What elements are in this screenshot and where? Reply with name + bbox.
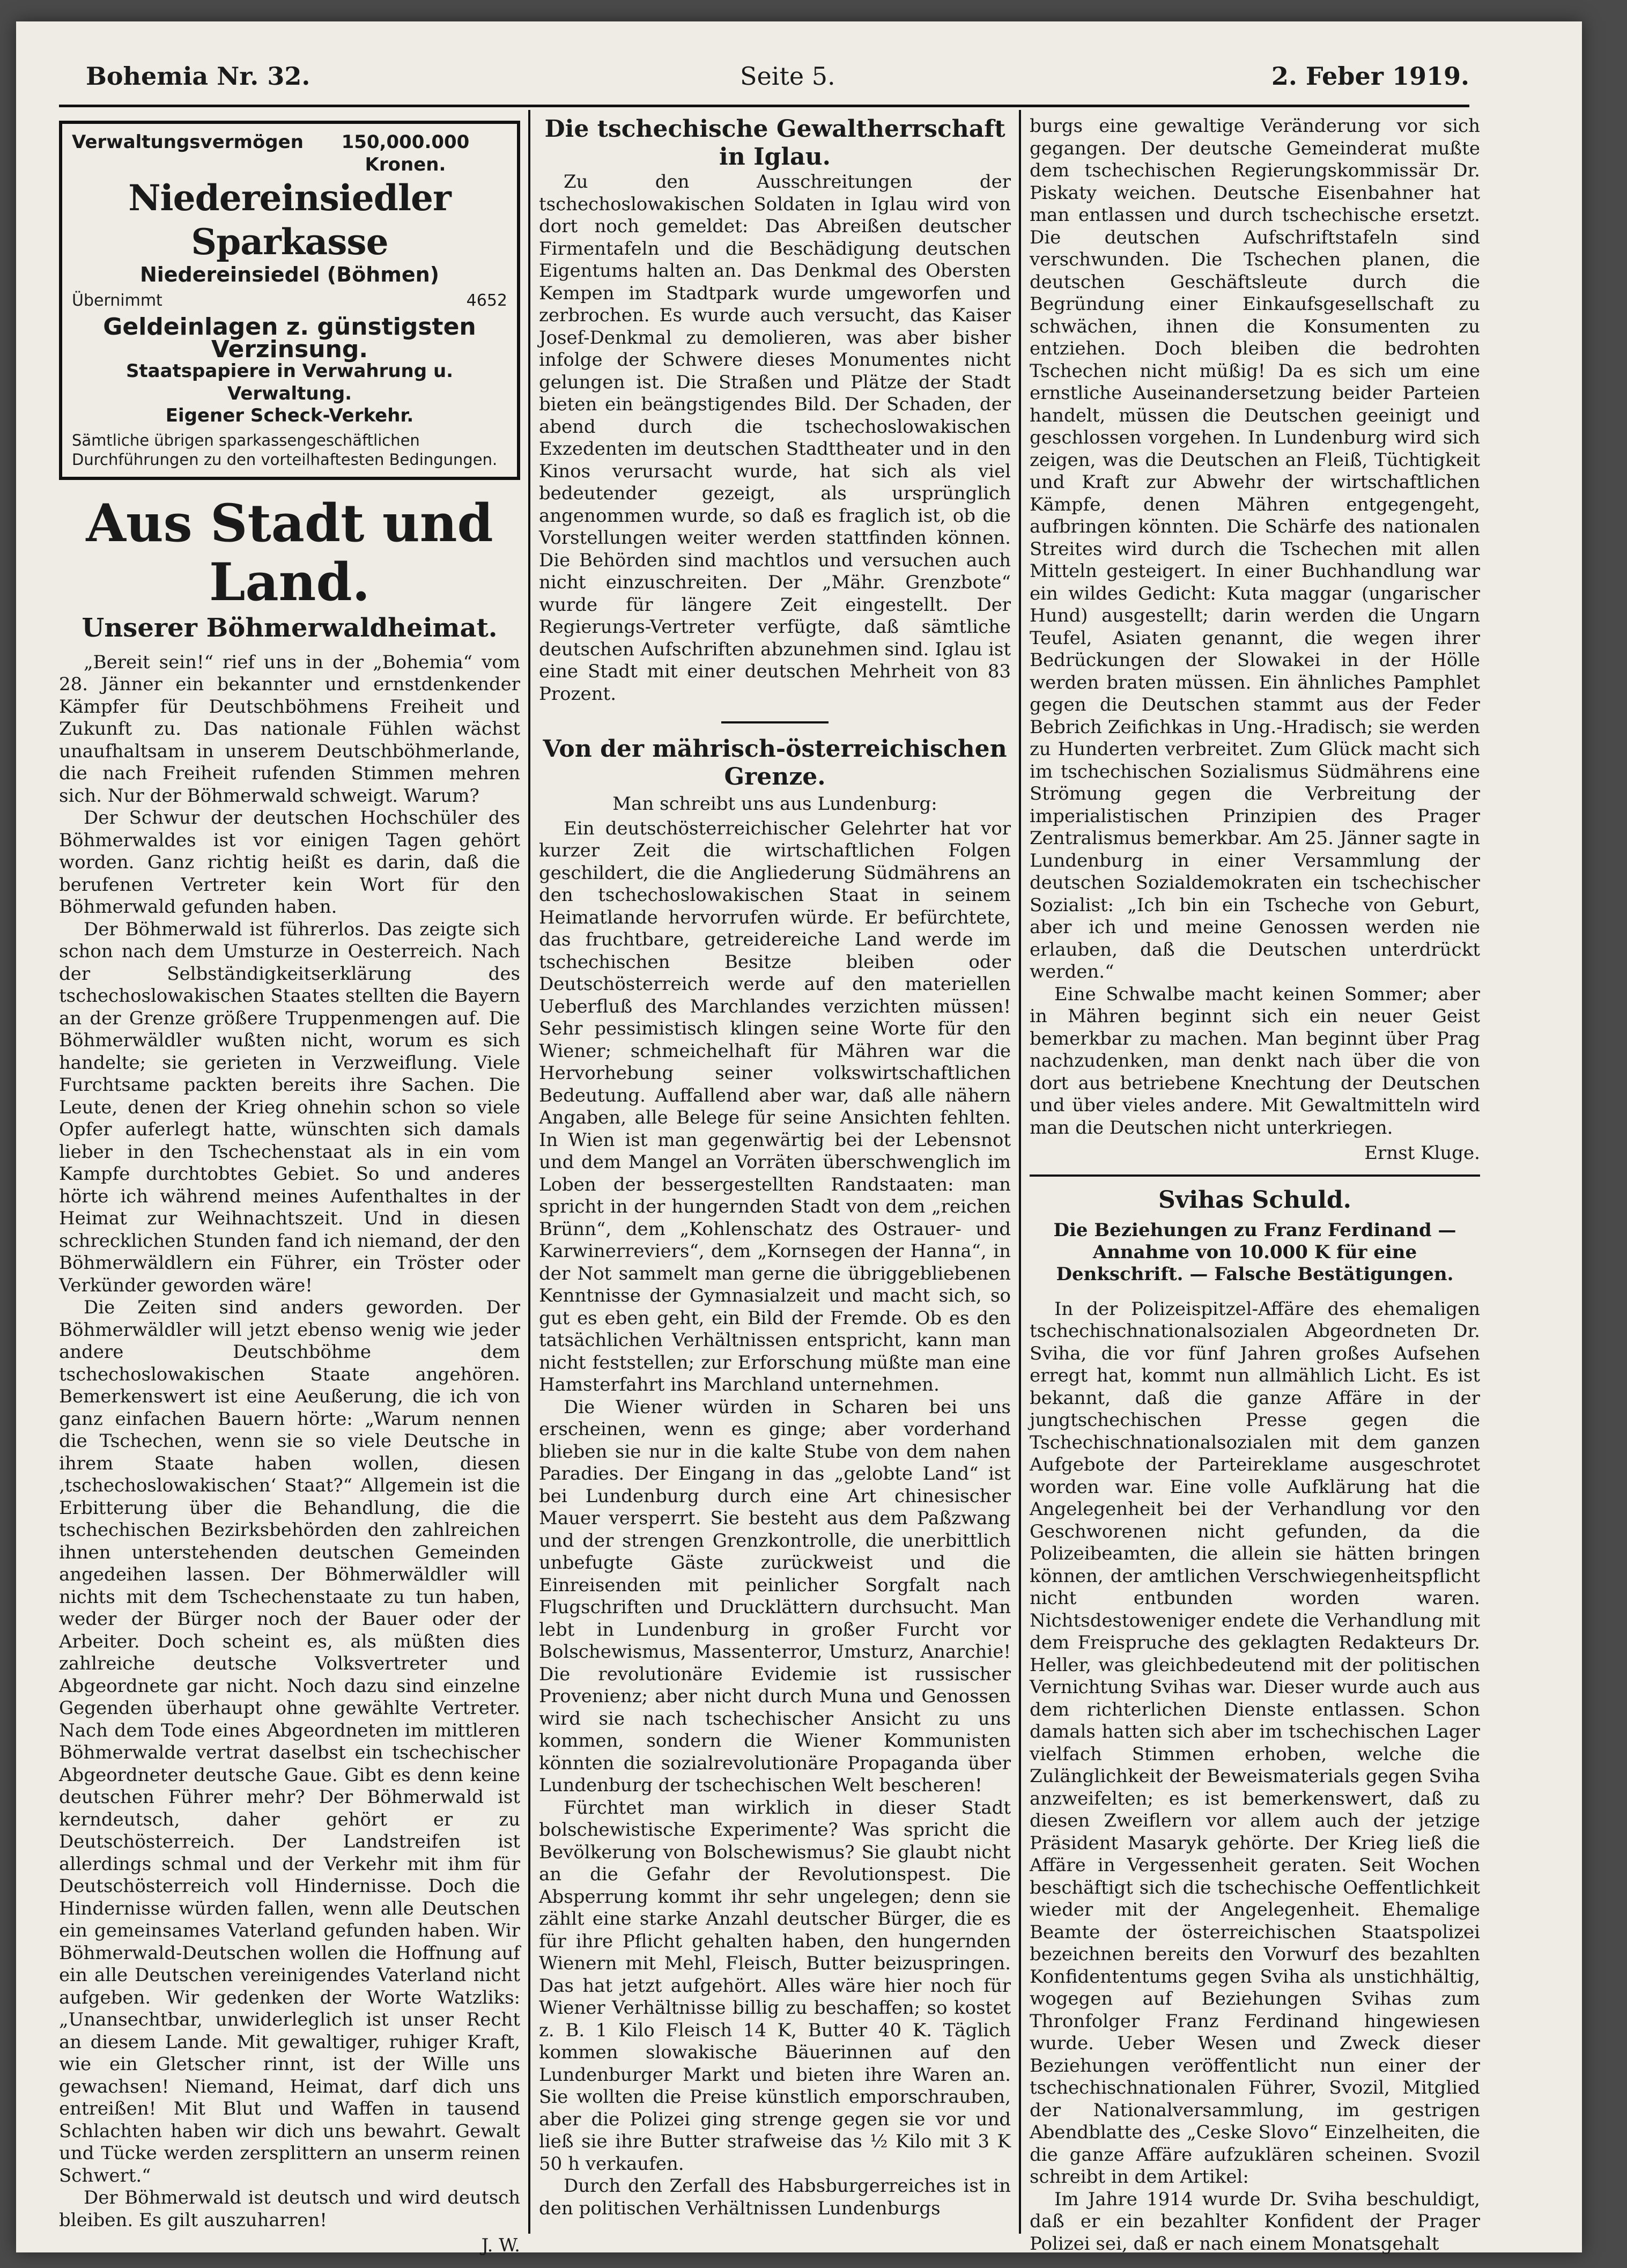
article-byline: Man schreibt uns aus Lundenburg:: [612, 793, 937, 815]
article-paragraph: „Bereit sein!“ rief uns in der „Bohemia“ vom 28. Jänner ein bekannter und ernstdenkender Kämpfer für Deutschböhmens Freiheit und Zukunft zu. Das nationale Fühlen wächst unaufhaltsam in unserem Deutschböhmerlande, die nach Freiheit rufenden Stimmen mehren sich. Nur der Böhmerwald schweigt. Warum?: [59, 651, 520, 807]
header-date: 2. Feber 1919.: [1271, 62, 1469, 91]
article-author: J. W.: [481, 2235, 520, 2256]
savings-bank-advert: [59, 121, 520, 480]
advert-accepts-line: [72, 290, 507, 312]
advert-services: Sämtliche übrigen sparkassengeschäftlichen Durchführungen zu den vorteilhaftesten Bedingungen.: [72, 431, 498, 469]
article-title-boehmerwald: Unserer Böhmerwaldheimat.: [82, 612, 498, 643]
advert-code: 4652: [466, 291, 507, 310]
article-paragraph: Der Schwur der deutschen Hochschüler des Böhmerwaldes ist vor einigen Tagen gehört worden. Ganz richtig heißt es darin, daß die berufenen Vertreter kein Wort für den Böhmerwald gefunden haben.: [59, 807, 520, 918]
advert-cheque: Eigener Scheck-Verkehr.: [165, 405, 414, 426]
column-3: [1030, 115, 1480, 2255]
article-paragraph: Der Böhmerwald ist führerlos. Das zeigte sich schon nach dem Umsturze in Oesterreich. Nach der Selbständigkeitserklärung des tschechoslowakischen Staates stellten die Bayern an der Grenze größere Truppenmengen auf. Die Böhmerwäldler wußten nicht, worum es sich handelte; sie gerieten in Verzweiflung. Viele Furchtsame packten bereits ihre Sachen. Die Leute, denen der Krieg ohnehin schon so viele Opfer auferlegt hatte, wünschten sich damals lieber in den Tschechenstaat als in ein vom Kampfe durchtobtes Gebiet. So und anderes hörte ich während meines Aufenthaltes in der Heimat zur Weihnachtszeit. Und in diesen schrecklichen Stunden fand ich niemand, der den Böhmerwäldlern ein Führer, ein Tröster oder Verkünder geworden wäre!: [59, 918, 520, 1296]
article-paragraph: Eine Schwalbe macht keinen Sommer; aber in Mähren beginnt sich ein neuer Geist bemerkbar zu machen. Man beginnt über Prag nachzudenken, man denkt nach über die von dort aus betriebene Knechtung der Deutschen und über vieles andere. Mit Gewaltmitteln wird man die Deutschen nicht unterkriegen.: [1030, 983, 1480, 1139]
page-header: [59, 46, 1469, 105]
header-page-number: Seite 5.: [740, 62, 835, 91]
article-paragraph: Die Zeiten sind anders geworden. Der Böhmerwäldler will jetzt ebenso wenig wie jeder andere Deutschböhme dem tschechoslowakischen Staate angehören. Bemerkenswert ist eine Aeußerung, die ich von ganz einfachen Bauern hörte: „Warum nennen die Tschechen, wenn sie so viele Deutsche in ihrem Staate haben wollen, diesen ‚tschechoslowakischen‘ Staat?“ Allgemein ist die Erbitterung über die Behandlung, die die tschechischen Bezirksbehörden den zahlreichen ihnen unterstehenden deutschen Gemeinden angedeihen lassen. Der Böhmerwäldler will nichts mit dem Tschechenstaate zu tun haben, weder der Bürger noch der Bauer oder der Arbeiter. Doch scheint es, als müßten dies zahlreiche deutsche Volksvertreter und Abgeordnete gar nicht. Noch dazu sind einzelne Gegenden überhaupt ohne gewählte Vertreter. Nach dem Tode eines Abgeordneten im mittleren Böhmerwalde vertrat daselbst ein tschechischer Abgeordneter deutsche Gaue. Gibt es denn keine deutschen Führer mehr? Der Böhmerwald ist kerndeutsch, daher gehört er zu Deutschösterreich. Der Landstreifen ist allerdings schmal und der Verkehr mit ihm für Deutschösterreich voll Hindernisse. Doch die Hindernisse würden fallen, wenn alle Deutschen ein gemeinsames Vaterland gefunden haben. Wir Böhmerwald-Deutschen wollen die Hoffnung auf ein alle Deutschen vereinigendes Vaterland nicht aufgeben. Wir gedenken der Worte Watzliks: „Unansechtbar, unwiderleglich ist unser Recht an diesem Lande. Mit gewaltiger, ruhiger Kraft, wie ein Gletscher rinnt, ist der Wille uns gewachsen! Niemand, Heimat, darf dich uns entreißen! Mit Blut und Waffen in tausend Schlachten haben wir dich uns bewahrt. Gewalt und Tücke werden zersplittern an unserm reinen Schwert.“: [59, 1297, 520, 2186]
advert-bank-name: Niedereinsiedler Sparkasse: [128, 177, 451, 263]
article-paragraph: Im Jahre 1914 wurde Dr. Sviha beschuldigt, daß er ein bezahlter Konfident der Prager Polizei sei, daß er nach einem Monatsgehalt: [1030, 2188, 1480, 2255]
header-issue: Bohemia Nr. 32.: [86, 62, 310, 91]
advert-assets-line: [72, 131, 507, 176]
column-1: [59, 115, 520, 2257]
article-separator: [721, 721, 829, 723]
article-title-grenze: Von der mährisch-österreichischen Grenze.: [543, 735, 1007, 791]
column-2: [539, 115, 1011, 2220]
article-paragraph: Der Böhmerwald ist deutsch und wird deutsch bleiben. Es gilt auszuharren!: [59, 2187, 520, 2231]
header-rule: [59, 105, 1469, 107]
article-paragraph: In der Polizeispitzel-Affäre des ehemaligen tschechischnationalsozialen Abgeordneten Dr. Sviha, die vor fünf Jahren großes Aufsehen erregt hat, kommt nun allmählich Licht. Es ist bekannt, daß die ganze Affäre in der jungtschechischen Presse gegen die Tschechischnationalsozialen mit dem ganzen Aufgebote der Parteireklame ausgeschrotet worden war. Eine volle Aufklärung hat die Angelegenheit bei der Verhandlung vor den Geschworenen nicht gefunden, da die Polizeibeamten, die allein sie hätten bringen können, der amtlichen Verschwiegenheitspflicht nicht entbunden worden waren. Nichtsdestoweniger endete die Verhandlung mit dem Freispruche des geklagten Redakteurs Dr. Heller, was gleichbedeutend mit der politischen Vernichtung Svihas war. Dieser wurde auch aus dem richterlichen Dienste entlassen. Schon damals hatten sich aber im tschechischen Lager vielfach Stimmen erhoben, welche die Zulänglichkeit der Beweismaterials gegen Sviha anzweifelten; es ist bemerkenswert, daß zu diesen Zweiflern vor allem auch der jetzige Präsident Masaryk gehörte. Der Krieg ließ die Affäre in Vergessenheit geraten. Seit Wochen beschäftigt sich die tschechische Oeffentlichkeit wieder mit der Angelegenheit. Ehemalige Beamte der österreichischen Staatspolizei bezeichnen bereits den Vorwurf des bezahlten Konfidententums gegen Sviha als unstichhältig, wogegen auf Beziehungen Svihas zum Thronfolger Franz Ferdinand hingewiesen wurde. Ueber Wesen und Zweck dieser Beziehungen veröffentlicht nun einer der tschechischnationalen Führer, Svozil, Mitglied der Nationalversammlung, im gestrigen Abendblatte des „Ceske Slovo“ Einzelheiten, die die ganze Affäre aufzuklären scheinen. Svozil schreibt in dem Artikel:: [1030, 1298, 1480, 2188]
article-paragraph: Ein deutschösterreichischer Gelehrter hat vor kurzer Zeit die wirtschaftlichen Folgen geschildert, die die Angliederung Südmährens an den tschechoslowakischen Staat in seinem Heimatlande hervorrufen würde. Er befürchtete, das fruchtbare, getreidereiche Land werde im tschechischen Besitze bleiben oder Deutschösterreich werde auf den materiellen Ueberfluß des Marchlandes verzichten müssen! Sehr pessimistisch klingen seine Worte für den Wiener; schmeichelhaft für Mähren war die Hervorhebung seiner volkswirtschaftlichen Bedeutung. Auffallend aber war, daß alle nähern Angaben, alle Belege für seine Ansichten fehlten. In Wien ist man gegenwärtig bei der Lebensnot und dem Mangel an Vorräten überschwenglich im Loben der bessergestellten Randstaaten: man spricht in der hungernden Stadt von dem „reichen Brünn“, dem „Kohlenschatz des Ostrauer- und Karwinerreviers“, dem „Kornsegen der Hanna“, in der Not sammelt man gerne die übriggebliebenen Kenntnisse der Gymnasialzeit und macht sich, so gut es eben geht, ein Bild der Fremde. Ob es den tatsächlichen Verhältnissen entspricht, kann man nicht feststellen; zur Erforschung müßte man eine Hamsterfahrt ins Marchland unternehmen.: [539, 817, 1011, 1395]
article-title-iglau: Die tschechische Gewaltherrschaft in Iglau.: [544, 115, 1005, 171]
advert-accepts-label: Übernimmt: [72, 291, 162, 310]
advert-assets-label: Verwaltungsvermögen: [72, 131, 304, 153]
section-headline: Aus Stadt und Land.: [86, 492, 493, 612]
article-paragraph: Durch den Zerfall des Habsburgerreiches ist in den politischen Verhältnissen Lundenburgs: [539, 2175, 1011, 2219]
article-title-sviha: Svihas Schuld.: [1158, 1186, 1351, 1214]
article-paragraph: Zu den Ausschreitungen der tschechoslowakischen Soldaten in Iglau wird von dort noch gemeldet: Das Abreißen deutscher Firmentafeln und die Beschädigung deutschen Eigentums halten an. Das Denkmal des Obersten Kempen im Stadtpark wurde umgeworfen und zerbrochen. Es wurde auch versucht, das Kaiser Josef-Denkmal zu demolieren, was aber bisher infolge der Schwere dieses Monumentes nicht gelungen ist. Die Straßen und Plätze der Stadt bieten ein beängstigendes Bild. Der Schaden, der abend durch die tschechoslowakischen Exzedenten im deutschen Stadttheater und in den Kinos verursacht wurde, hat sich als viel bedeutender gezeigt, als ursprünglich angenommen wurde, so daß es fraglich ist, ob die Vorstellungen weiter werden stattfinden können. Die Behörden sind machtlos und versuchen auch nicht einzuschreiten. Der „Mähr. Grenzbote“ wurde für längere Zeit eingestellt. Der Regierungs-Vertreter verfügte, daß sämtliche deutschen Aufschriften abzunehmen sind. Iglau ist eine Stadt mit einer deutschen Mehrheit von 83 Prozent.: [539, 171, 1011, 705]
column-rule-1: [528, 110, 530, 2234]
article-separator: [1030, 1174, 1480, 1177]
article-paragraph: burgs eine gewaltige Veränderung vor sich gegangen. Der deutsche Gemeinderat mußte dem tschechischen Regierungskommissär Dr. Piskaty weichen. Deutsche Eisenbahner hat man entlassen und durch tschechische ersetzt. Die deutschen Aufschriftstafeln sind verschwunden. Die Tschechen planen, die deutschen Geschäftsleute durch die Begründung einer Einkaufsgesellschaft zu schwächen, ihnen die Konsumenten zu entziehen. Doch bleiben die bedrohten Tschechen nicht müßig! Da es sich um eine ernstliche Auseinandersetzung beider Parteien handelt, müssen die Deutschen geeinigt und geschlossen vorgehen. In Lundenburg wird sich zeigen, was die Deutschen an Fleiß, Tüchtigkeit und Kraft zur Abwehr der wirtschaftlichen Kämpfe, denen Mähren entgegengeht, aufbringen könnten. Die Schärfe des nationalen Streites wird durch die Tschechen mit allen Mitteln gesteigert. In einer Buchhandlung war ein wildes Gedicht: Kuta maggar (ungarischer Hund) ausgestellt; darin werden die Ungarn Teufel, Asiaten genannt, die wegen ihrer Bedrückungen der Slowakei in der Hölle werden braten müssen. Ein ähnliches Pamphlet gegen die Deutschen stammt aus der Feder Bebrich Zeifichkas in Ung.-Hradisch; sie werden zu Hunderten verbreitet. Zum Glück macht sich im tschechischen Sozialismus Südmährens eine Strömung gegen die Verbreitung der imperialistischen Prinzipien des Prager Zentralismus bemerkbar. Am 25. Jänner sagte in Lundenburg in einer Versammlung der deutschen Sozialdemokraten ein tschechischer Sozialist: „Ich bin ein Tscheche von Geburt, aber ich und meine Genossen werden nie erlauben, daß die Deutschen unterdrückt werden.“: [1030, 115, 1480, 982]
advert-assets-value: 150,000.000 Kronen.: [341, 131, 470, 175]
advert-bank-place: Niedereinsiedel (Böhmen): [139, 263, 440, 286]
article-author: Ernst Kluge.: [1364, 1142, 1480, 1164]
article-deck: Die Beziehungen zu Franz Ferdinand — Annahme von 10.000 K für eine Denkschrift. — Falsche Bestätigungen.: [1053, 1219, 1456, 1285]
column-rule-2: [1019, 110, 1021, 2234]
article-paragraph: Die Wiener würden in Scharen bei uns erscheinen, wenn es ginge; aber vorderhand blieben sie nur in die kalte Stube von dem nahen Paradies. Der Eingang in das „gelobte Land“ ist bei Lundenburg durch eine Art chinesischer Mauer versperrt. Sie besteht aus dem Paßzwang und der strengen Grenzkontrolle, die unerbittlich unbefugte Gäste zurückweist und die Einreisenden mit peinlicher Sorgfalt nach Flugschriften und Drucklättern durchsucht. Man lebt in Lundenburg in großer Furcht vor Bolschewismus, Massenterror, Umsturz, Anarchie! Die revolutionäre Evidemie ist russischer Provenienz; aber nicht durch Muna und Genossen wird sie nach tschechischer Ansicht zu uns kommen, sondern die Wiener Kommunisten könnten die sozialrevolutionäre Propaganda über Lundenburg der tschechischen Welt bescheren!: [539, 1396, 1011, 1796]
advert-securities: Staatspapiere in Verwahrung u. Verwaltung.: [125, 360, 454, 404]
advert-deposits: Geldeinlagen z. günstigsten Verzinsung.: [103, 313, 476, 363]
article-paragraph: Fürchtet man wirklich in dieser Stadt bolschewistische Experimente? Was spricht die Bevölkerung von Bolschewismus? Sie glaubt nicht an die Gefahr der Revolutionspest. Die Absperrung kommt ihr sehr ungelegen; denn sie zählt eine starke Anzahl deutscher Bürger, die es für ihre Pflicht gehalten haben, den hungernden Wienern mit Mehl, Fleisch, Butter beizuspringen. Das hat jetzt aufgehört. Alles wäre hier noch für Wiener Verhältnisse billig zu beschaffen; so kostet z. B. 1 Kilo Fleisch 14 K, Butter 40 K. Täglich kommen slowakische Bäuerinnen auf den Lundenburger Markt und bieten ihre Waren an. Sie wollten die Preise künstlich emporschrauben, aber die Polizei ging strenge gegen sie vor und ließ sie ihre Butter strafweise das ½ Kilo mit 3 K 50 h verkaufen.: [539, 1797, 1011, 2175]
